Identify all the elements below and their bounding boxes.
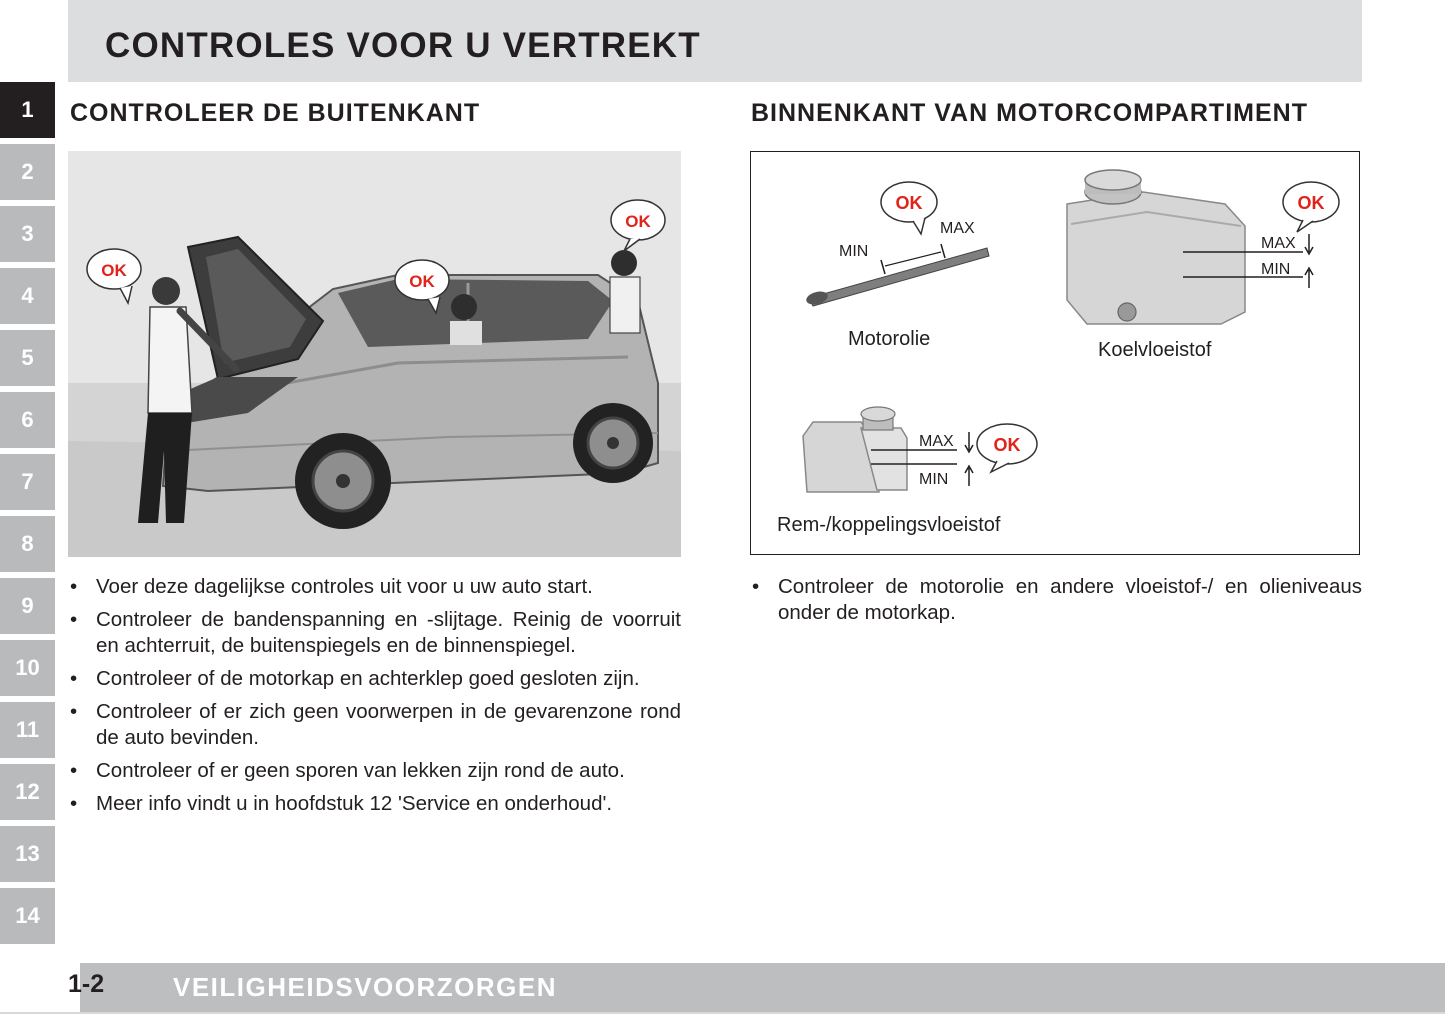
chapter-tab-10[interactable]: 10 [0,640,55,696]
ok-bubble-coolant [1283,182,1339,232]
svg-text:OK: OK [409,272,435,291]
caption-brake: Rem-/koppelingsvloeistof [777,514,1001,536]
page-title: CONTROLES VOOR U VERTREKT [105,26,701,65]
list-item: • Controleer de motorolie en andere vloeistof-/ en olieniveaus onder de motorkap. [750,574,1362,626]
svg-text:MIN: MIN [919,471,949,488]
svg-text:MAX: MAX [940,220,975,237]
list-item: • Meer info vindt u in hoofdstuk 12 'Service en onderhoud'. [68,791,681,817]
list-item: • Voer deze dagelijkse controles uit voor u uw auto start. [68,574,681,600]
footer-chapter-title: VEILIGHEIDSVOORZORGEN [173,972,557,1002]
svg-text:MAX: MAX [1261,235,1296,252]
svg-text:MIN: MIN [1261,261,1291,278]
svg-text:MAX: MAX [919,433,954,450]
list-item: • Controleer de bandenspanning en -slijtage. Reinig de voorruit en achterruit, de buitenspiegels en de binnenspiegel. [68,607,681,659]
section-heading-exterior: CONTROLEER DE BUITENKANT [70,99,481,127]
car-check-svg [68,151,681,557]
chapter-tab-8[interactable]: 8 [0,516,55,572]
caption-coolant: Koelvloeistof [1098,339,1212,361]
page-header [68,0,1362,82]
engine-bay-checklist [750,574,1362,633]
car-check-illustration [68,151,681,557]
ok-bubble-brake [977,424,1037,472]
chapter-tab-5[interactable]: 5 [0,330,55,386]
section-heading-engine-bay: BINNENKANT VAN MOTORCOMPARTIMENT [751,99,1308,127]
chapter-tab-9[interactable]: 9 [0,578,55,634]
fluid-levels-diagram [750,151,1360,555]
caption-oil: Motorolie [848,328,931,350]
chapter-tab-11[interactable]: 11 [0,702,55,758]
chapter-tab-6[interactable]: 6 [0,392,55,448]
list-item: • Controleer of er geen sporen van lekken zijn rond de auto. [68,758,681,784]
svg-text:OK: OK [101,261,127,280]
chapter-tab-13[interactable]: 13 [0,826,55,882]
chapter-tab-3[interactable]: 3 [0,206,55,262]
coolant-reservoir [1067,170,1313,324]
exterior-checklist [68,574,681,824]
svg-text:OK: OK [625,212,651,231]
chapter-tab-7[interactable]: 7 [0,454,55,510]
fluid-levels-svg [751,152,1359,554]
brake-fluid-reservoir [803,407,973,492]
footer-divider [0,1012,1445,1014]
ok-bubble-oil [881,182,937,234]
chapter-tab-14[interactable]: 14 [0,888,55,944]
chapter-tab-12[interactable]: 12 [0,764,55,820]
chapter-tab-2[interactable]: 2 [0,144,55,200]
list-item: • Controleer of de motorkap en achterklep goed gesloten zijn. [68,666,681,692]
chapter-tab-1[interactable]: 1 [0,82,55,138]
svg-text:MIN: MIN [839,243,869,260]
svg-text:OK: OK [993,435,1021,455]
chapter-tab-4[interactable]: 4 [0,268,55,324]
oil-dipstick [805,220,989,307]
list-item: • Controleer of er zich geen voorwerpen in de gevarenzone rond de auto bevinden. [68,699,681,751]
svg-text:OK: OK [1297,193,1325,213]
page-number: 1-2 [68,970,105,998]
svg-text:OK: OK [895,193,923,213]
